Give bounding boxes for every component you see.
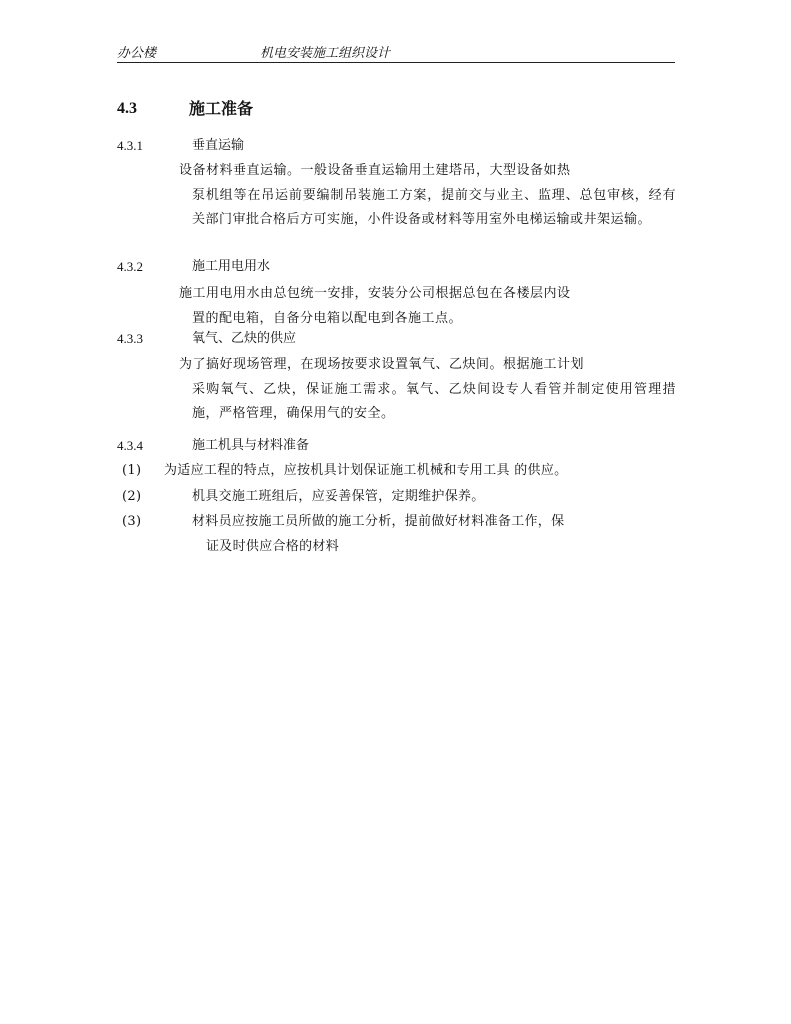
- subsection-number: 4.3.4: [117, 438, 143, 453]
- header-company: 办公楼: [117, 46, 157, 61]
- list-item-text: 材料员应按施工员所做的施工分析，提前做好材料准备工作，保: [192, 514, 565, 529]
- header-doc-title: 机电安装施工组织设计: [260, 46, 391, 61]
- paragraph-first-line: 为了搞好现场管理，在现场按要求设置氧气、乙炔间。根据施工计划: [179, 357, 585, 372]
- list-marker: (3): [122, 514, 142, 529]
- paragraph-first-line: 设备材料垂直运输。一般设备垂直运输用土建塔吊，大型设备如热: [179, 163, 571, 178]
- subsection-number: 4.3.1: [117, 138, 143, 153]
- section-number: 4.3: [117, 100, 137, 117]
- page-header: [117, 46, 675, 63]
- subsection-title: 施工用电用水: [192, 259, 271, 274]
- subsection-title: 氧气、乙炔的供应: [192, 331, 297, 346]
- list-item-text: 机具交施工班组后，应妥善保管，定期维护保养。: [192, 489, 485, 504]
- paragraph-power-water: [179, 282, 676, 331]
- subsection-number: 4.3.3: [117, 331, 143, 346]
- subsection-title: 垂直运输: [192, 138, 245, 153]
- list-item-text-continuation: 证及时供应合格的材料: [206, 539, 340, 554]
- section-title: 施工准备: [189, 99, 254, 118]
- list-item-text: 为适应工程的特点，应按机具计划保证施工机械和专用工具 的供应。: [164, 463, 568, 478]
- subsection-title: 施工机具与材料准备: [192, 438, 310, 453]
- subsection-number: 4.3.2: [117, 259, 143, 274]
- paragraph-continuation: 采购氧气、乙炔，保证施工需求。氧气、乙炔间设专人看管并制定使用管理措施，严格管理，确保用气的安全。: [192, 381, 676, 421]
- paragraph-vertical-transport: [179, 159, 676, 233]
- list-marker: (2): [122, 489, 142, 504]
- paragraph-oxygen-acetylene: [179, 353, 676, 427]
- paragraph-continuation: 泵机组等在吊运前要编制吊装施工方案，提前交与业主、监理、总包审核，经有关部门审批合格后方可实施，小件设备或材料等用室外电梯运输或井架运输。: [192, 187, 676, 227]
- paragraph-first-line: 施工用电用水由总包统一安排，安装分公司根据总包在各楼层内设: [179, 286, 571, 301]
- list-marker: (1): [122, 463, 142, 478]
- paragraph-continuation: 置的配电箱，自备分电箱以配电到各施工点。: [192, 310, 463, 326]
